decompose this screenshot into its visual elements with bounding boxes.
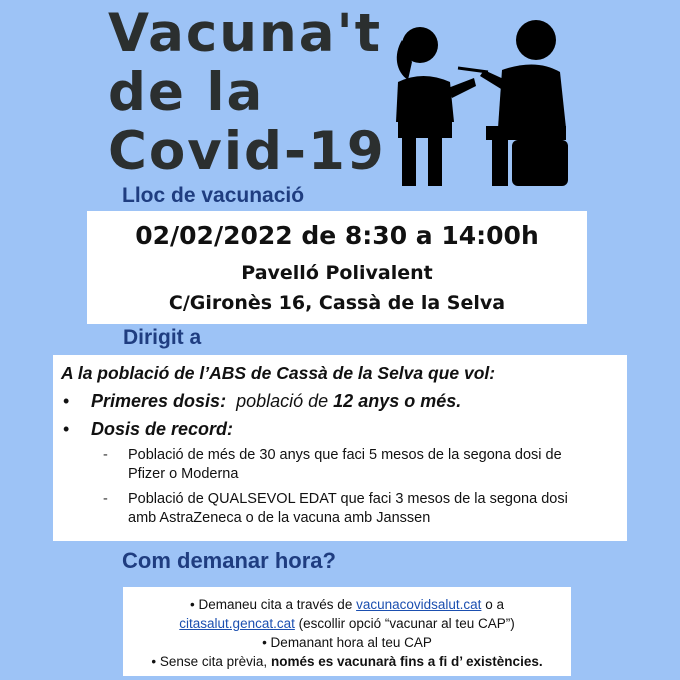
- title-line-1: Vacuna't: [108, 3, 383, 64]
- appointment-line-1: [123, 595, 571, 614]
- appointment-option-note: (escollir opció “vacunar al teu CAP”): [298, 616, 515, 631]
- first-dose-text: [91, 391, 466, 412]
- bullet-icon: •: [63, 419, 70, 439]
- list-item: [61, 446, 627, 484]
- appointment-line-3: • Demanant hora al teu CAP: [262, 635, 432, 650]
- first-dose-age: 12 anys o més.: [333, 391, 462, 411]
- dash-icon: -: [103, 491, 108, 507]
- booster-group-1: Població de més de 30 anys que faci 5 mesos de la segona dosi de Pfizer o Moderna: [128, 447, 562, 482]
- page-title: [108, 4, 398, 181]
- citasalut-link[interactable]: citasalut.gencat.cat: [179, 616, 295, 631]
- section-heading-dirigit: Dirigit a: [123, 326, 202, 349]
- vaccination-date-time: 02/02/2022 de 8:30 a 14:00h: [135, 221, 539, 250]
- bullet-icon: •: [63, 391, 70, 411]
- dash-icon: -: [103, 447, 108, 463]
- title-line-2: de la: [108, 62, 265, 123]
- appointment-box: [123, 587, 571, 676]
- location-box: [87, 211, 587, 324]
- vacunacovidsalut-link[interactable]: vacunacovidsalut.cat: [356, 597, 482, 612]
- target-population-box: [53, 355, 627, 541]
- title-line-3: Covid-19: [108, 121, 386, 182]
- appointment-text: • Demaneu cita a través de: [190, 597, 353, 612]
- walk-in-text: • Sense cita prèvia,: [151, 654, 268, 669]
- vaccination-place: Pavelló Polivalent: [241, 262, 433, 284]
- list-item: [61, 490, 627, 528]
- first-dose-detail: població de: [236, 391, 329, 411]
- appointment-line-2: [123, 614, 571, 633]
- walk-in-note: només es vacunarà fins a fi d’ existències.: [270, 654, 543, 669]
- target-intro: A la població de l’ABS de Cassà de la Selva que vol:: [61, 363, 496, 383]
- section-heading-lloc: Lloc de vacunació: [122, 184, 305, 207]
- booster-dose-label: Dosis de record:: [91, 419, 234, 439]
- list-item: [61, 391, 627, 412]
- first-dose-label: Primeres dosis:: [91, 391, 227, 411]
- vaccination-icon: [388, 10, 588, 188]
- appointment-line-4: [123, 652, 571, 671]
- booster-group-2: Població de QUALSEVOL EDAT que faci 3 mesos de la segona dosi amb AstraZeneca o de la vacuna amb Janssen: [128, 491, 568, 526]
- appointment-text-or: o a: [485, 597, 504, 612]
- vaccination-address: C/Gironès 16, Cassà de la Selva: [168, 292, 506, 314]
- list-item: [61, 419, 627, 440]
- section-heading-com: Com demanar hora?: [122, 548, 336, 573]
